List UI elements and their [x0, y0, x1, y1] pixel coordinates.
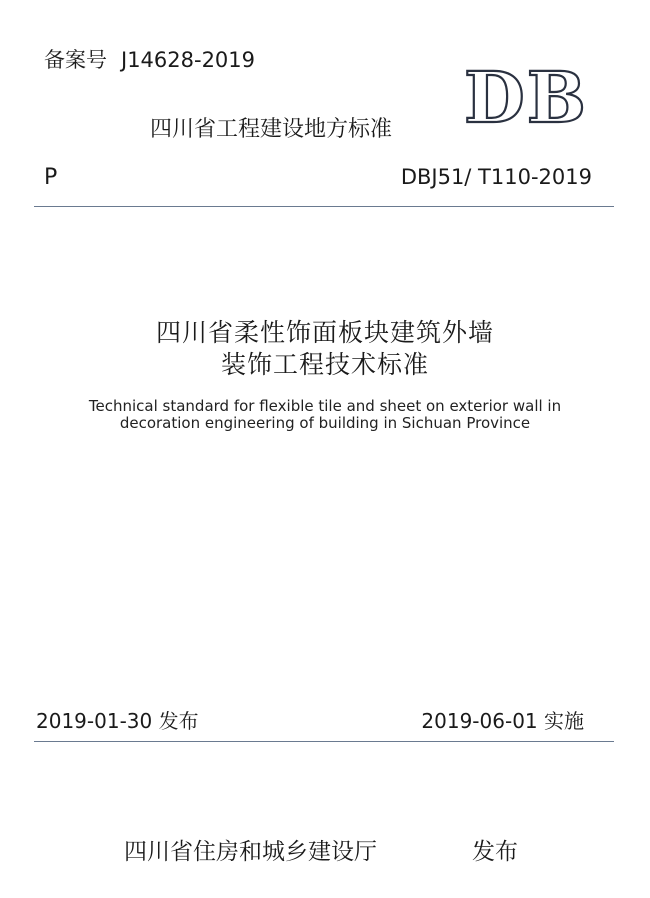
implementation-label: 实施	[544, 709, 584, 733]
implementation-date-value: 2019-06-01	[421, 709, 538, 733]
issue-label: 发布	[158, 709, 199, 733]
classification-letter: P	[44, 165, 58, 190]
record-number	[44, 44, 255, 74]
publisher-action: 发布	[472, 839, 518, 865]
db-logo	[460, 62, 600, 130]
title-en-line-2: decoration engineering of building in Sichuan Province	[119, 414, 531, 432]
record-label: 备案号	[44, 48, 107, 72]
issue-date	[36, 705, 199, 734]
publisher-name: 四川省住房和城乡建设厅	[124, 839, 377, 865]
title-en-line-1: Technical standard for flexible tile and sheet on exterior wall in	[88, 397, 562, 415]
series-title: 四川省工程建设地方标准	[150, 117, 393, 142]
top-divider	[34, 206, 614, 207]
issue-date-value: 2019-01-30	[36, 709, 153, 733]
implementation-date	[421, 705, 584, 734]
bottom-divider	[34, 741, 614, 742]
svg-text:DB: DB	[464, 62, 588, 130]
standard-code: DBJ51/ T110-2019	[400, 165, 592, 189]
record-number-value: J14628-2019	[121, 48, 256, 72]
title-cn-line-1: 四川省柔性饰面板块建筑外墙	[155, 318, 494, 347]
title-cn-line-2: 装饰工程技术标准	[220, 350, 429, 379]
